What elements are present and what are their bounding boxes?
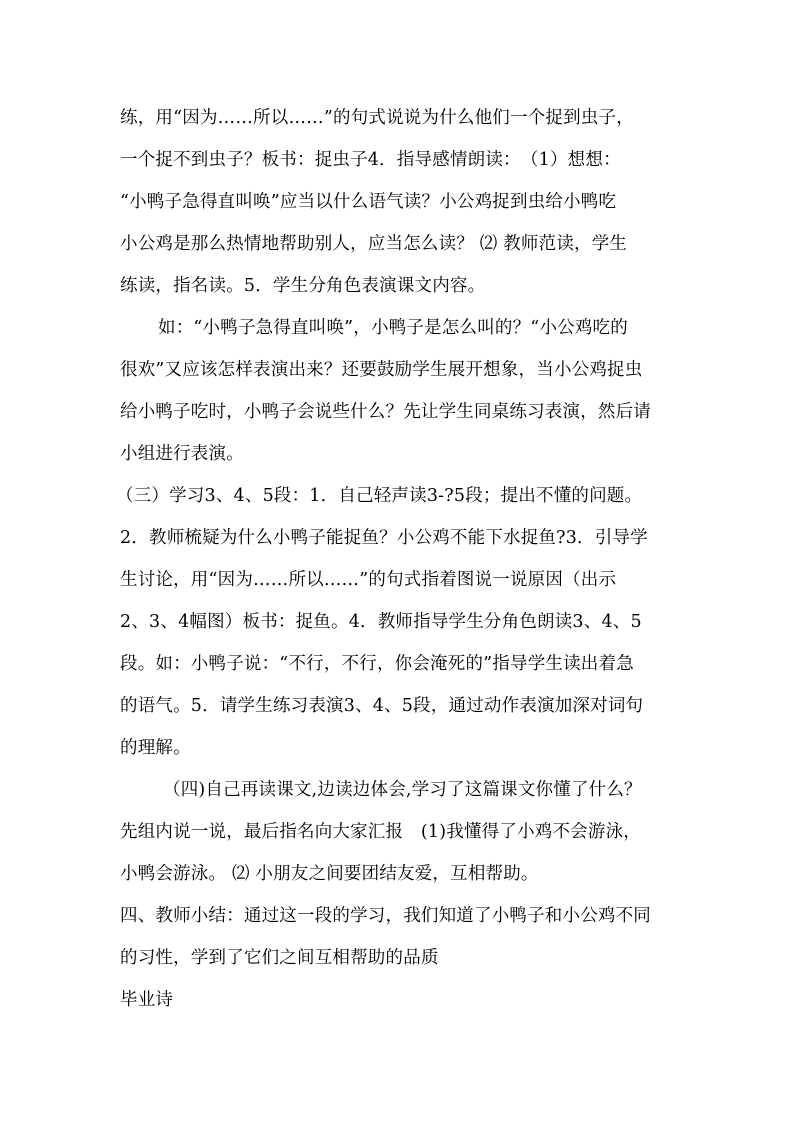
text-line: 2、3、4幅图）板书：捉鱼。4．教师指导学生分角色朗读3、4、5: [120, 612, 642, 632]
text-line: 先组内说一说，最后指名向大家汇报 (1)我懂得了小鸡不会游泳，: [120, 822, 641, 842]
text-line: 如：“小鸭子急得直叫唤”，小鸭子是怎么叫的？“小公鸡吃的: [158, 318, 628, 338]
text-line: 小组进行表演。: [120, 444, 244, 464]
text-line: “小鸭子急得直叫唤”应当以什么语气读？小公鸡捉到虫给小鸭吃: [120, 192, 617, 212]
text-line: 的理解。: [120, 738, 191, 758]
text-line: 生讨论，用“因为……所以……”的句式指着图说一说原因（出示: [120, 570, 617, 590]
text-line: 小公鸡是那么热情地帮助别人，应当怎么读？ ⑵ 教师范读，学生: [120, 234, 628, 254]
text-line: 小鸭会游泳。 ⑵ 小朋友之间要团结友爱，互相帮助。: [120, 864, 539, 884]
text-line: 2．教师梳疑为什么小鸭子能捉鱼？小公鸡不能下水捉鱼?3．引导学: [120, 528, 648, 548]
text-line: 毕业诗: [120, 990, 174, 1010]
text-line: 段。如：小鸭子说：“不行，不行，你会淹死的”指导学生读出着急: [120, 654, 634, 674]
text-line: 练读，指名读。5．学生分角色表演课文内容。: [120, 276, 486, 296]
text-line: （三）学习3、4、5段：1．自己轻声读3-?5段；提出不懂的问题。: [116, 486, 643, 506]
text-line: 给小鸭子吃时，小鸭子会说些什么？先让学生同桌练习表演，然后请: [120, 402, 651, 422]
text-line: 的习性，学到了它们之间互相帮助的品质: [120, 948, 439, 968]
text-line: （四)自己再读课文,边读边体会,学习了这篇课文你懂了什么？: [163, 780, 642, 800]
text-line: 一个捉不到虫子？板书：捉虫子4．指导感情朗读： （1）想想：: [120, 150, 621, 170]
text-line: 四、教师小结：通过这一段的学习，我们知道了小鸭子和小公鸡不同: [120, 906, 651, 926]
text-line: 练，用“因为……所以……”的句式说说为什么他们一个捉到虫子，: [120, 108, 634, 128]
text-line: 很欢”又应该怎样表演出来？还要鼓励学生展开想象，当小公鸡捉虫: [120, 360, 643, 380]
text-line: 的语气。5．请学生练习表演3、4、5段，通过动作表演加深对词句: [120, 696, 644, 716]
